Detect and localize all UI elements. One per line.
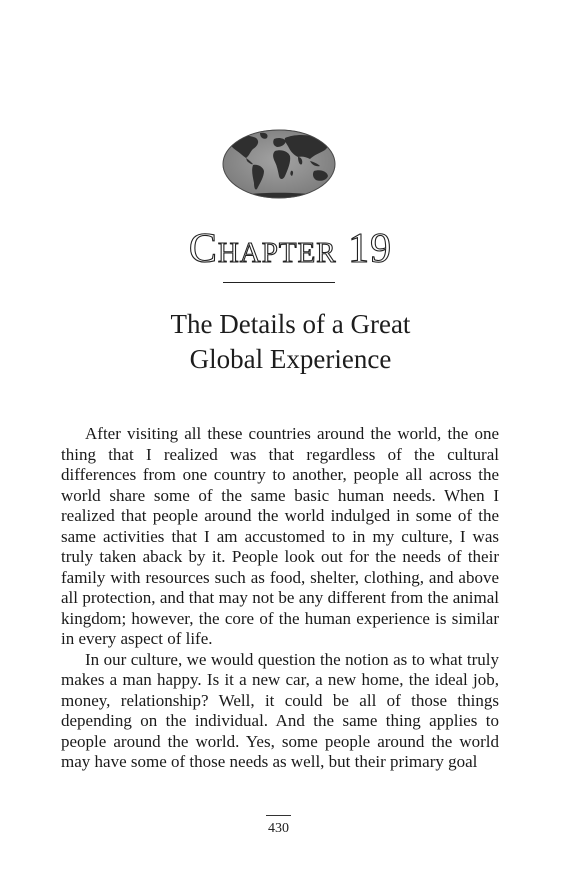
chapter-heading-rule — [223, 282, 335, 283]
chapter-title — [0, 307, 581, 377]
body-text — [61, 424, 499, 773]
chapter-title-line-2: Global Experience — [189, 344, 392, 374]
world-globe-icon — [222, 129, 336, 199]
paragraph: In our culture, we would question the notion as to what truly makes a man happy. Is it a new car, a new home, the ideal job, money, relationship? Well, it could be all of those things depending on the individual. And the same thing applies to people around the world. Yes, some people around the world may have some of those needs as well, but their primary goal — [61, 649, 499, 771]
chapter-heading: Chapter 19 — [188, 226, 393, 272]
page-number-rule — [266, 815, 291, 816]
paragraph: After visiting all these countries around the world, the one thing that I realized was that regardless of the cultural differences from one country to another, people all across the world share some of the same basic human needs. When I realized that people around the world indulged in some of the same activities that I am accustomed to in my culture, I was truly taken aback by it. People look out for the needs of their family with resources such as food, shelter, clothing, and above all protection, and that may not be any different from the animal kingdom; however, the core of the human experience is similar in every aspect of life. — [61, 424, 499, 648]
page-number: 430 — [268, 821, 289, 836]
chapter-title-line-1: The Details of a Great — [170, 309, 411, 339]
